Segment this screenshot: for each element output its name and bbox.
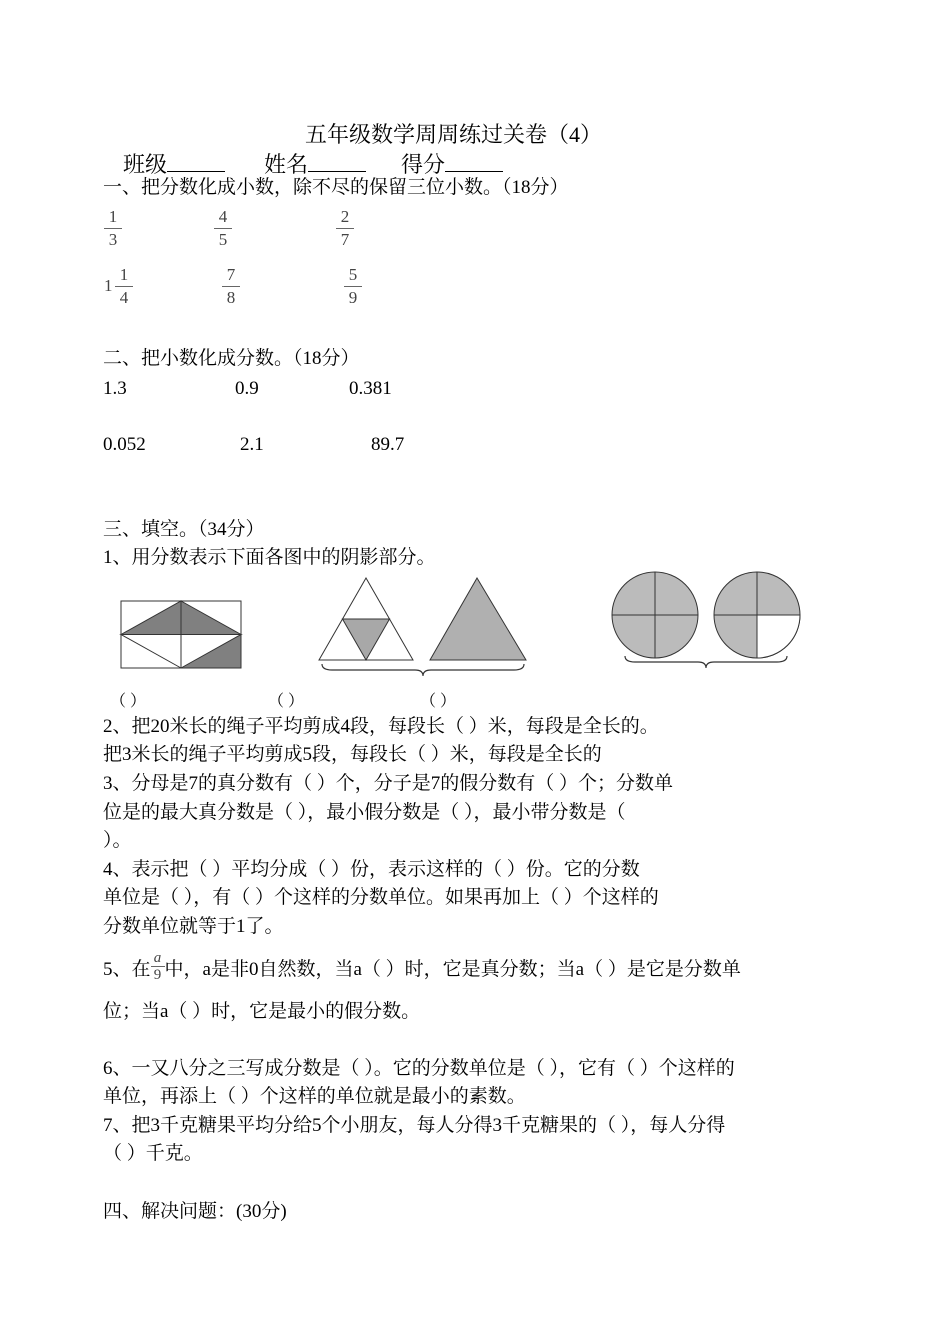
decimal-item: 2.1: [240, 434, 264, 455]
header-info: [123, 148, 503, 179]
decimal-item: 1.3: [103, 378, 127, 399]
question-7a: 7、把3千克糖果平均分给5个小朋友，每人分得3千克糖果的（ ），每人分得: [103, 1115, 726, 1136]
question-6a: 6、一又八分之三写成分数是（ ）。它的分数单位是（ ），它有（ ）个这样的: [103, 1058, 735, 1079]
shaded-triangle-figure: [430, 578, 526, 660]
question-6b: 单位，再添上（ ）个这样的单位就是最小的素数。: [103, 1086, 526, 1107]
question-5-prefix: 5、在: [103, 958, 151, 980]
triangles-brace: [322, 664, 524, 676]
fraction-1-1-4: 1 4: [113, 265, 135, 308]
question-5-rest: 中，a是非0自然数，当a（ ）时，它是真分数；当a（ ）是它是分数单: [164, 958, 741, 980]
name-blank[interactable]: [308, 171, 366, 172]
question-3c: ）。: [103, 830, 132, 851]
class-label: 班级: [123, 152, 168, 177]
question-2a: 2、把20米长的绳子平均剪成4段，每段长（ ）米，每段是全长的。: [103, 716, 659, 737]
question-4a: 4、表示把（ ）平均分成（ ）份，表示这样的（ ）份。它的分数: [103, 859, 640, 880]
question-3a: 3、分母是7的真分数有（ ）个，分子是7的假分数有（ ）个；分数单: [103, 773, 674, 794]
circle-figure-1: [612, 572, 698, 658]
fraction-5-9: 5 9: [342, 265, 364, 308]
class-blank[interactable]: [167, 171, 225, 172]
shaded-figures: [110, 570, 820, 680]
score-blank[interactable]: [445, 171, 503, 172]
question-3b: 位是的最大真分数是（ ），最小假分数是（ ），最小带分数是（: [103, 802, 626, 823]
question-1: 1、用分数表示下面各图中的阴影部分。: [103, 547, 436, 568]
question-4c: 分数单位就等于1了。: [103, 916, 284, 937]
page-title: 五年级数学周周练过关卷（4）: [305, 122, 603, 147]
fraction-a-over-9: $\frac{a}{9}$: [151, 950, 165, 983]
fraction-2-7: 2 7: [334, 207, 356, 250]
section4-heading: 四、解决问题：(30分): [103, 1201, 287, 1222]
answer-paren-2[interactable]: （ ）: [268, 693, 305, 710]
section2-heading: 二、把小数化成分数。（18分）: [103, 348, 360, 369]
decimal-item: 0.052: [103, 434, 146, 455]
rectangle-figure: [121, 601, 241, 668]
divided-triangle-figure: [319, 578, 413, 660]
question-7b: （ ）千克。: [103, 1143, 203, 1164]
score-label: 得分: [401, 152, 446, 177]
fraction-4-5: 4 5: [212, 207, 234, 250]
mixed-whole: 1: [104, 276, 113, 295]
fraction-1-3: 1 3: [102, 207, 124, 250]
question-5a: [103, 950, 741, 987]
name-label: 姓名: [264, 152, 309, 177]
section3-heading: 三、填空。（34分）: [103, 519, 265, 540]
decimal-item: 0.381: [349, 378, 392, 399]
decimal-item: 0.9: [235, 378, 259, 399]
answer-paren-3[interactable]: （ ）: [420, 693, 457, 710]
question-4b: 单位是（ ），有（ ）个这样的分数单位。如果再加上（ ）个这样的: [103, 887, 659, 908]
question-2b: 把3米长的绳子平均剪成5段，每段长（ ）米，每段是全长的: [103, 744, 602, 765]
answer-paren-1[interactable]: （ ）: [110, 693, 147, 710]
circle-figure-2: [714, 572, 800, 658]
decimal-item: 89.7: [371, 434, 405, 455]
question-5b: 位；当a（ ）时，它是最小的假分数。: [103, 1001, 421, 1022]
fraction-7-8: 7 8: [220, 265, 242, 308]
section1-heading: 一、把分数化成小数，除不尽的保留三位小数。（18分）: [103, 177, 569, 198]
